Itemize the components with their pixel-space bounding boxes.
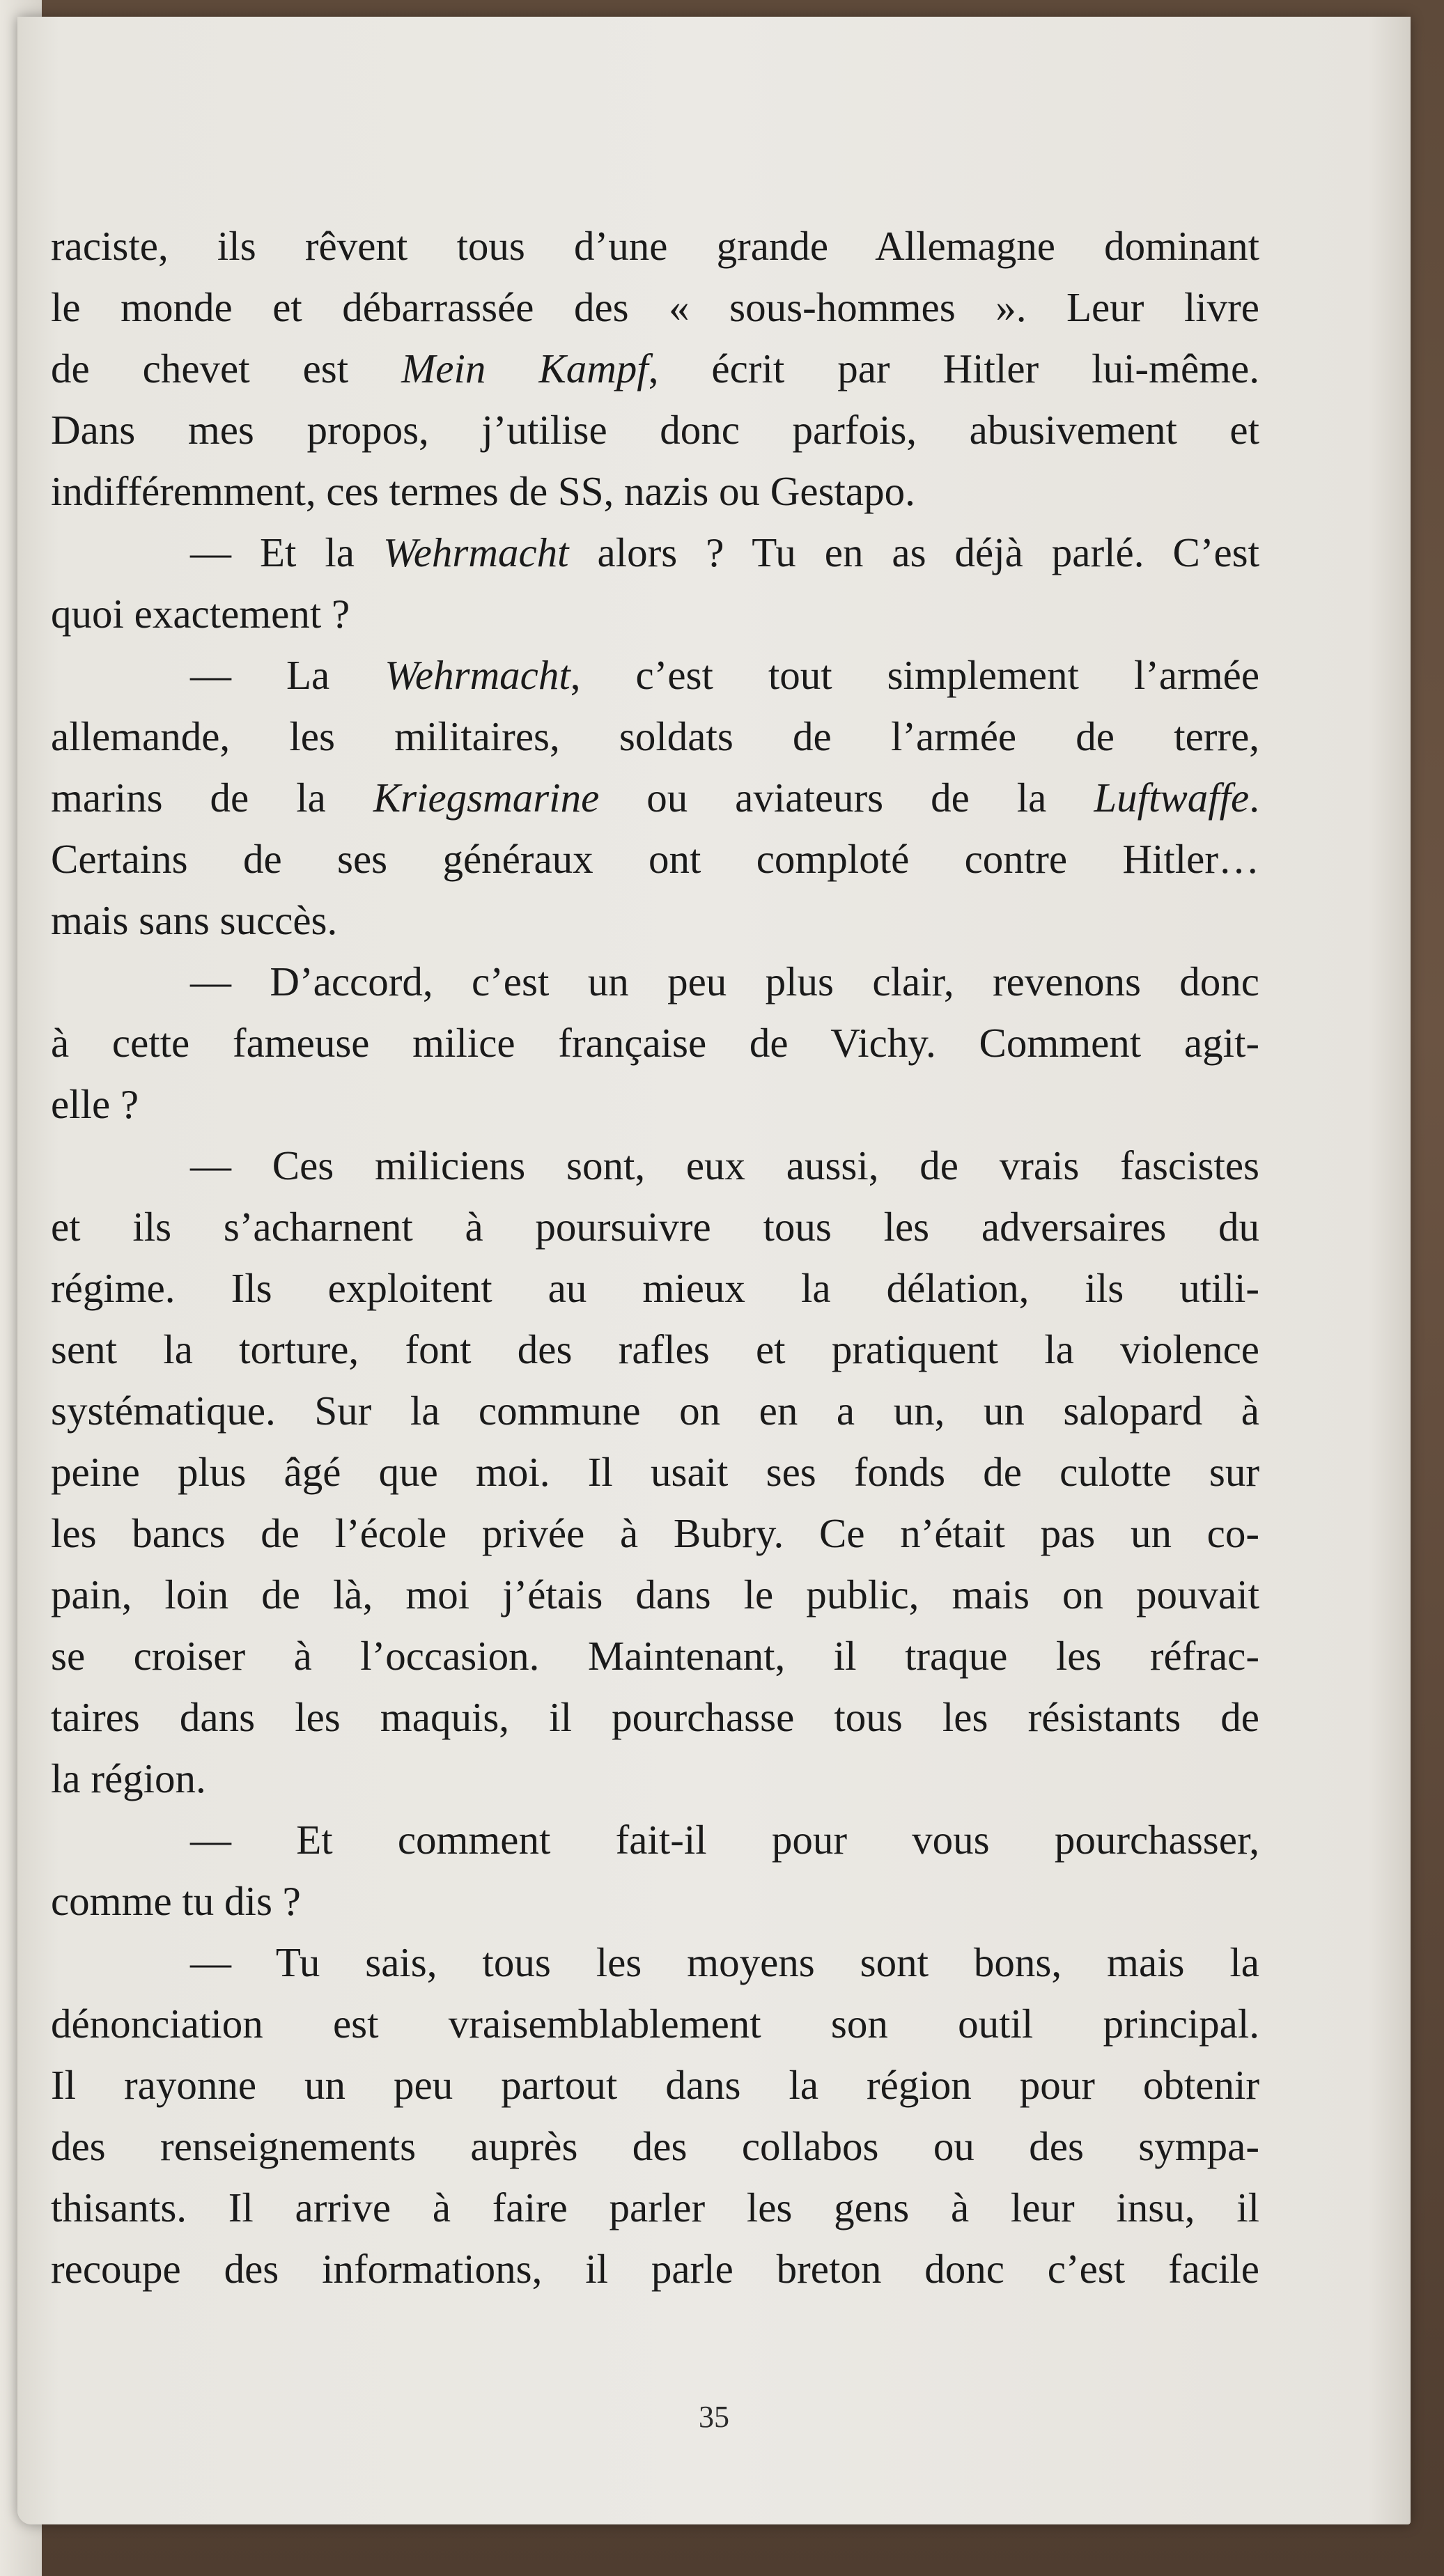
text-line: marins de la Kriegsmarine ou aviateurs de la Luftwaffe.	[51, 775, 1259, 821]
text-line: Dans mes propos, j’utilise donc parfois, abusivement et	[51, 407, 1259, 453]
text-line: taires dans les maquis, il pourchasse tous les résistants de	[51, 1694, 1259, 1740]
text-line: et ils s’acharnent à poursuivre tous les adversaires du	[51, 1204, 1259, 1250]
text-line: recoupe des informations, il parle breton donc c’est facile	[51, 2246, 1259, 2292]
text-line: elle ?	[51, 1081, 139, 1127]
text-line: — Et comment fait-il pour vous pourchasser,	[190, 1817, 1259, 1863]
text-line: sent la torture, font des rafles et pratiquent la violence	[51, 1326, 1259, 1372]
text-line: mais sans succès.	[51, 897, 338, 943]
text-line: quoi exactement ?	[51, 591, 350, 637]
text-line: pain, loin de là, moi j’étais dans le public, mais on pouvait	[51, 1572, 1259, 1617]
book-page	[17, 17, 1411, 2524]
text-line: systématique. Sur la commune on en a un, un salopard à	[51, 1388, 1259, 1434]
text-line: — La Wehrmacht, c’est tout simplement l’armée	[190, 652, 1260, 698]
text-line: dénonciation est vraisemblablement son outil principal.	[51, 2001, 1259, 2047]
text-line: se croiser à l’occasion. Maintenant, il traque les réfrac-	[51, 1633, 1259, 1679]
text-line: le monde et débarrassée des « sous-hommes ». Leur livre	[51, 284, 1259, 330]
italic-term: Kriegsmarine	[373, 775, 600, 821]
text-line: raciste, ils rêvent tous d’une grande Allemagne dominant	[51, 223, 1259, 269]
text-line: thisants. Il arrive à faire parler les gens à leur insu, il	[51, 2185, 1259, 2230]
text-line: Il rayonne un peu partout dans la région pour obtenir	[51, 2062, 1259, 2108]
text-line: comme tu dis ?	[51, 1878, 301, 1924]
italic-term: Wehrmacht	[385, 652, 570, 698]
text-line: les bancs de l’école privée à Bubry. Ce n’était pas un co-	[51, 1510, 1259, 1556]
text-line: à cette fameuse milice française de Vichy. Comment agit-	[51, 1020, 1259, 1066]
text-line: — Tu sais, tous les moyens sont bons, mais la	[190, 1939, 1259, 1985]
text-line: des renseignements auprès des collabos ou des sympa-	[51, 2123, 1259, 2169]
text-line: Certains de ses généraux ont comploté contre Hitler…	[51, 836, 1259, 882]
text-line: — Ces miliciens sont, eux aussi, de vrais fascistes	[190, 1142, 1259, 1188]
text-line: allemande, les militaires, soldats de l’armée de terre,	[51, 713, 1259, 759]
text-line: régime. Ils exploitent au mieux la délation, ils utili-	[51, 1265, 1259, 1311]
text-line: de chevet est Mein Kampf, écrit par Hitler lui-même.	[51, 346, 1259, 391]
text-line: — Et la Wehrmacht alors ? Tu en as déjà parlé. C’est	[190, 529, 1259, 575]
text-line: — D’accord, c’est un peu plus clair, revenons donc	[190, 959, 1259, 1004]
text-line: indifféremment, ces termes de SS, nazis ou Gestapo.	[51, 468, 915, 514]
text-line: peine plus âgé que moi. Il usait ses fonds de culotte sur	[51, 1449, 1259, 1495]
page-number: 35	[699, 2400, 729, 2434]
text-line: la région.	[51, 1755, 206, 1801]
page-body-text	[51, 215, 1259, 2299]
italic-term: Wehrmacht	[382, 529, 569, 575]
italic-term: Luftwaffe	[1094, 775, 1250, 821]
italic-term: Mein Kampf	[401, 346, 649, 391]
